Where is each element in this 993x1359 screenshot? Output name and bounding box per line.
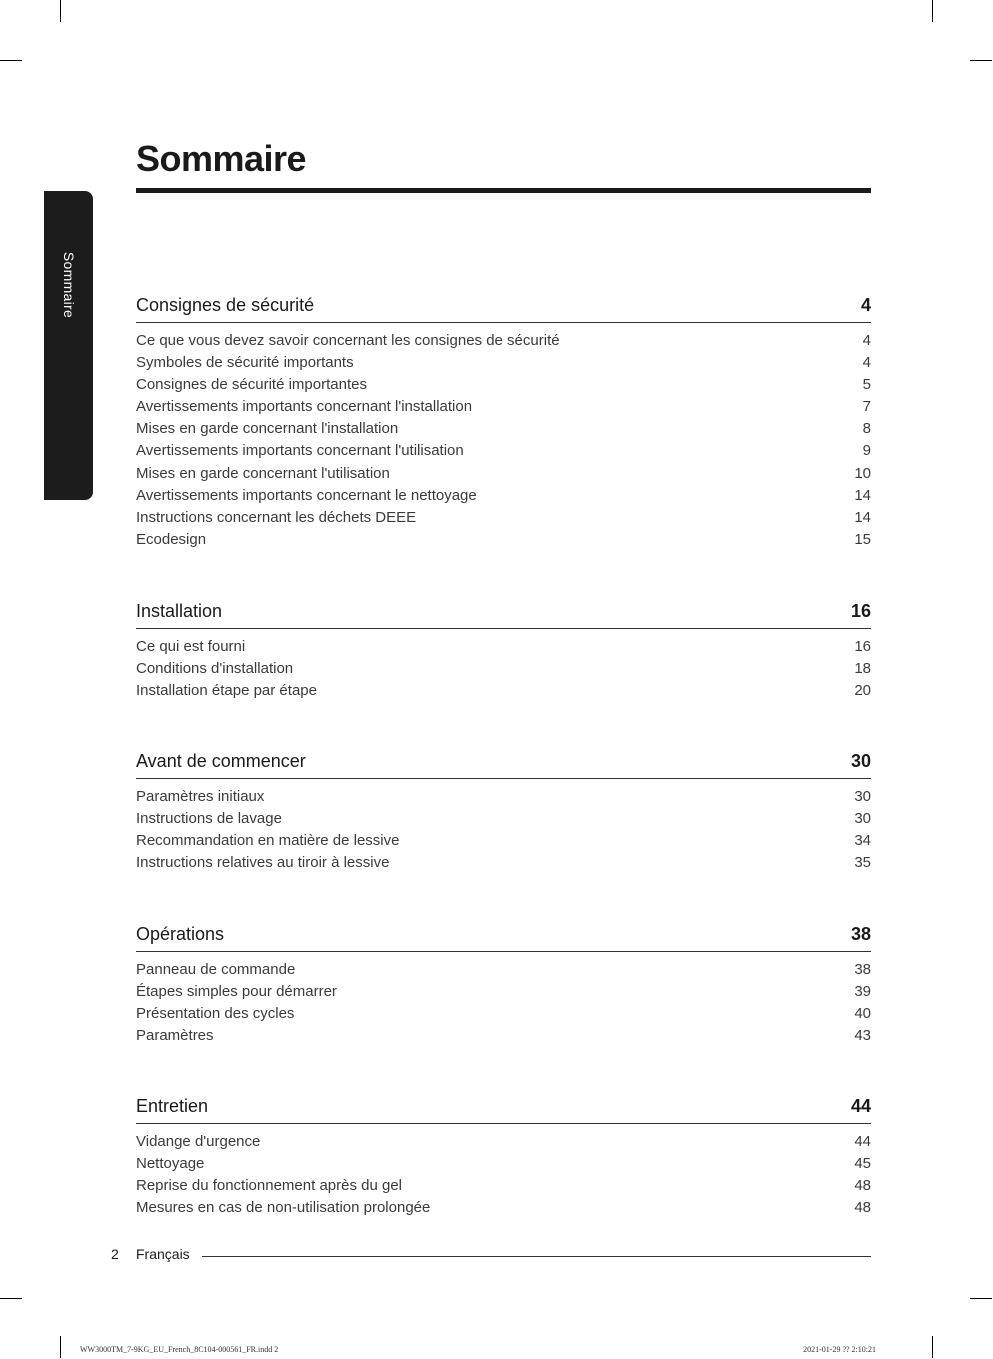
toc-entry[interactable] xyxy=(136,529,871,551)
entry-label: Avertissements importants concernant l'utilisation xyxy=(136,442,464,460)
entry-list xyxy=(136,786,871,874)
toc-entry[interactable] xyxy=(136,507,871,529)
toc-entry[interactable] xyxy=(136,418,871,440)
toc-entry[interactable] xyxy=(136,330,871,352)
entry-page-number: 45 xyxy=(854,1155,871,1173)
entry-label: Ecodesign xyxy=(136,530,207,548)
section-title: Avant de commencer xyxy=(136,751,306,771)
page-title: Sommaire xyxy=(136,138,307,179)
entry-label: Présentation des cycles xyxy=(136,1005,295,1023)
entry-label: Mises en garde concernant l'installation xyxy=(136,420,399,438)
section-page-number: 44 xyxy=(850,1096,871,1116)
section-page-number: 30 xyxy=(850,751,871,771)
toc-entry[interactable] xyxy=(136,959,871,981)
print-timestamp: 2021-01-29 ?? 2:10:21 xyxy=(803,1345,876,1354)
toc-entry[interactable] xyxy=(136,1131,871,1153)
entry-label: Mises en garde concernant l'utilisation xyxy=(136,464,390,482)
toc-entry[interactable] xyxy=(136,1003,871,1025)
entry-page-number: 15 xyxy=(854,530,871,548)
entry-page-number: 34 xyxy=(854,832,871,850)
entry-page-number: 35 xyxy=(854,854,871,872)
entry-page-number: 8 xyxy=(862,420,871,438)
section-title: Consignes de sécurité xyxy=(136,295,315,315)
toc-entry[interactable] xyxy=(136,981,871,1003)
entry-label: Symboles de sécurité importants xyxy=(136,354,354,372)
toc-section xyxy=(136,596,871,702)
toc-entry[interactable] xyxy=(136,352,871,374)
entry-page-number: 14 xyxy=(854,508,871,526)
toc-entry[interactable] xyxy=(136,440,871,462)
toc-entry[interactable] xyxy=(136,1153,871,1175)
toc-section xyxy=(136,919,871,1047)
entry-page-number: 30 xyxy=(854,788,871,805)
title-rule xyxy=(136,188,871,193)
entry-label: Conditions d'installation xyxy=(136,660,294,678)
section-heading[interactable] xyxy=(136,919,871,952)
side-tab-label: Sommaire xyxy=(60,251,77,319)
crop-mark xyxy=(60,0,61,22)
entry-label: Ce que vous devez savoir concernant les consignes de sécurité xyxy=(136,332,560,349)
toc-entry[interactable] xyxy=(136,396,871,418)
footer-language: Français xyxy=(136,1246,190,1262)
entry-list xyxy=(136,959,871,1047)
section-page-number: 16 xyxy=(850,601,871,621)
entry-page-number: 10 xyxy=(854,464,871,482)
entry-list xyxy=(136,1131,871,1219)
crop-mark xyxy=(60,1336,61,1358)
section-heading[interactable] xyxy=(136,290,871,323)
entry-label: Instructions concernant les déchets DEEE xyxy=(136,508,417,526)
crop-mark xyxy=(970,60,992,61)
entry-page-number: 44 xyxy=(854,1133,871,1150)
entry-label: Vidange d'urgence xyxy=(136,1133,261,1150)
entry-page-number: 48 xyxy=(854,1177,871,1195)
entry-label: Consignes de sécurité importantes xyxy=(136,376,367,394)
entry-label: Mesures en cas de non-utilisation prolongée xyxy=(136,1199,431,1217)
entry-page-number: 18 xyxy=(854,660,871,678)
toc-entry[interactable] xyxy=(136,636,871,658)
entry-list xyxy=(136,636,871,702)
entry-page-number: 16 xyxy=(854,638,871,655)
section-page-number: 38 xyxy=(850,924,871,944)
entry-label: Ce qui est fourni xyxy=(136,638,246,655)
entry-page-number: 14 xyxy=(854,486,871,504)
entry-label: Panneau de commande xyxy=(136,961,296,978)
toc-entry[interactable] xyxy=(136,1175,871,1197)
entry-list xyxy=(136,330,871,551)
entry-page-number: 39 xyxy=(854,983,871,1001)
entry-label: Recommandation en matière de lessive xyxy=(136,832,400,850)
entry-page-number: 4 xyxy=(862,354,871,372)
entry-label: Avertissements importants concernant l'installation xyxy=(136,398,473,416)
crop-mark xyxy=(0,1298,22,1299)
section-title: Opérations xyxy=(136,924,225,944)
toc-entry[interactable] xyxy=(136,658,871,680)
entry-label: Paramètres xyxy=(136,1027,214,1045)
entry-label: Instructions de lavage xyxy=(136,810,282,828)
section-title: Installation xyxy=(136,601,223,621)
entry-label: Étapes simples pour démarrer xyxy=(136,983,337,1001)
toc-entry[interactable] xyxy=(136,1025,871,1047)
toc-entry[interactable] xyxy=(136,463,871,485)
toc-entry[interactable] xyxy=(136,1197,871,1219)
entry-page-number: 5 xyxy=(862,376,871,394)
entry-page-number: 7 xyxy=(862,398,871,416)
section-heading[interactable] xyxy=(136,746,871,779)
crop-mark xyxy=(932,0,933,22)
section-page-number: 4 xyxy=(860,295,871,315)
entry-label: Instructions relatives au tiroir à lessive xyxy=(136,854,390,872)
section-heading[interactable] xyxy=(136,596,871,629)
entry-page-number: 20 xyxy=(854,682,871,700)
footer-page-number: 2 xyxy=(111,1246,119,1262)
side-tab xyxy=(44,191,93,500)
toc-entry[interactable] xyxy=(136,680,871,702)
crop-mark xyxy=(932,1336,933,1358)
entry-label: Installation étape par étape xyxy=(136,682,317,700)
toc-section xyxy=(136,1091,871,1219)
crop-mark xyxy=(970,1298,992,1299)
section-heading[interactable] xyxy=(136,1091,871,1124)
entry-label: Paramètres initiaux xyxy=(136,788,265,805)
entry-page-number: 40 xyxy=(854,1005,871,1023)
crop-mark xyxy=(0,60,22,61)
toc-section xyxy=(136,290,871,551)
toc-entry[interactable] xyxy=(136,485,871,507)
toc-section xyxy=(136,746,871,874)
toc-entry[interactable] xyxy=(136,786,871,808)
entry-page-number: 38 xyxy=(854,961,871,978)
print-file-info: WW3000TM_7-9KG_EU_French_8C104-000561_FR.indd 2 xyxy=(80,1345,279,1354)
toc-entry[interactable] xyxy=(136,852,871,874)
entry-page-number: 4 xyxy=(862,332,871,349)
entry-page-number: 9 xyxy=(862,442,871,460)
entry-label: Nettoyage xyxy=(136,1155,205,1173)
toc-entry[interactable] xyxy=(136,830,871,852)
entry-page-number: 48 xyxy=(854,1199,871,1217)
toc-entry[interactable] xyxy=(136,808,871,830)
section-title: Entretien xyxy=(136,1096,209,1116)
entry-label: Reprise du fonctionnement après du gel xyxy=(136,1177,403,1195)
toc-entry[interactable] xyxy=(136,374,871,396)
entry-page-number: 30 xyxy=(854,810,871,828)
footer-rule xyxy=(202,1256,871,1257)
entry-page-number: 43 xyxy=(854,1027,871,1045)
entry-label: Avertissements importants concernant le nettoyage xyxy=(136,486,477,504)
